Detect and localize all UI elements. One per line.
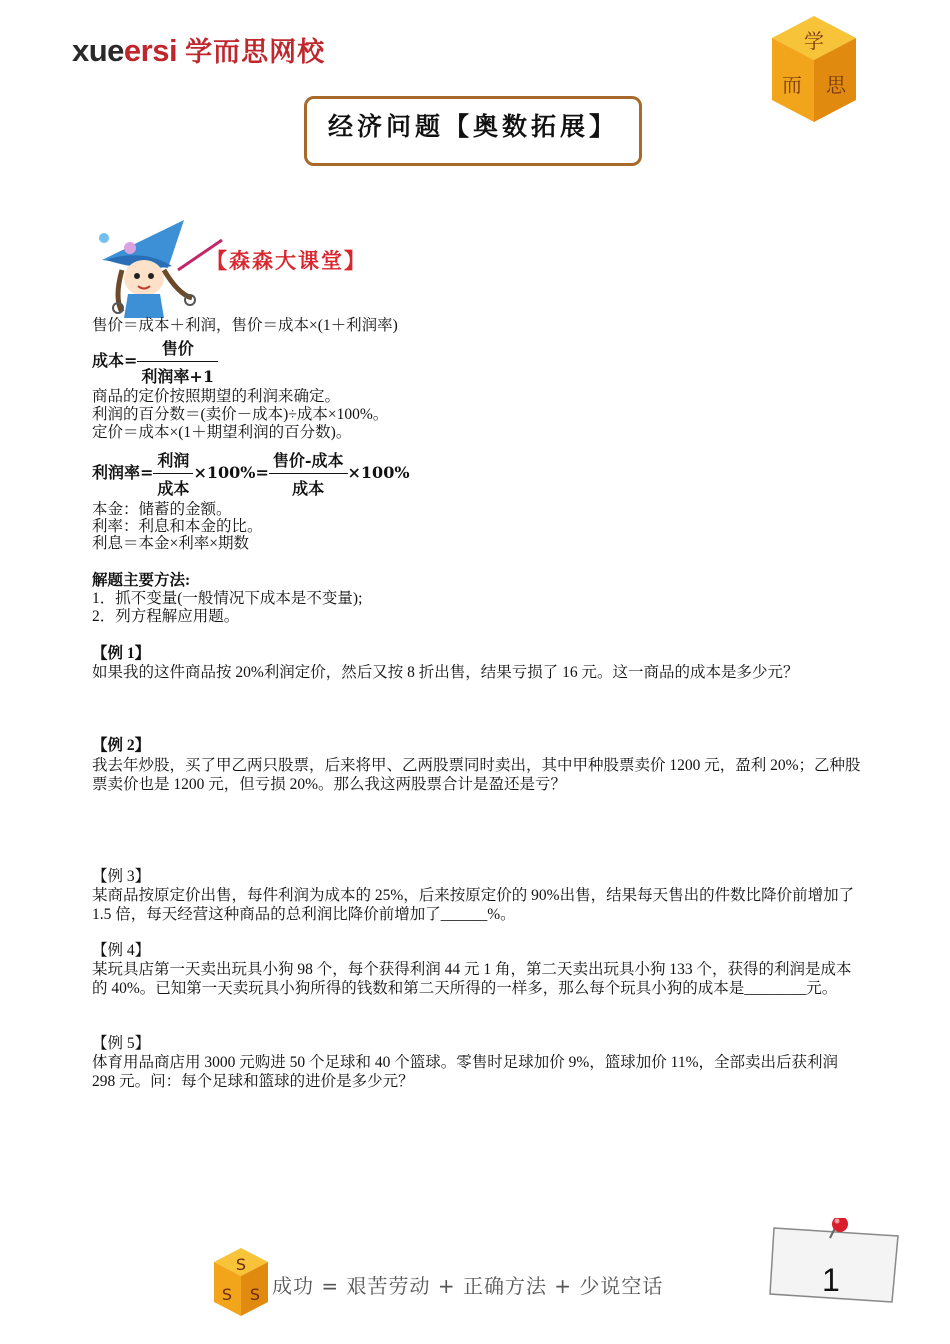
page-number: 1: [822, 1262, 840, 1298]
example-3-label: 【例 3】: [92, 868, 151, 885]
methods-heading: 解题主要方法:: [92, 572, 191, 589]
cube-char-left: 而: [782, 73, 802, 97]
footer-cube-letter-left: S: [221, 1285, 233, 1304]
footer-cube-letter-right: S: [249, 1285, 261, 1304]
brand-latin-b: ersi: [123, 33, 178, 68]
rate-numerator-1: 利润: [153, 448, 193, 474]
profit-rate-formula: [92, 448, 410, 499]
formula-line-3: 利润的百分数＝(卖价－成本)÷成本×100%。: [92, 406, 389, 423]
footer-slogan: 成功 = 艰苦劳动 + 正确方法 + 少说空话: [272, 1274, 664, 1298]
cost-label: 成本=: [92, 351, 138, 370]
example-3-text: 某商品按原定价出售，每件利润为成本的 25%，后来按原定价的 90%出售，结果每天售出的件数比降价前增加了 1.5 倍，每天经营这种商品的总利润比降价前增加了______%。: [92, 887, 855, 923]
formula-line-6: 利率：利息和本金的比。: [92, 518, 263, 535]
brand-chinese: 学而思网校: [185, 37, 326, 67]
rate-denominator-2: 成本: [292, 479, 325, 498]
cost-numerator: 售价: [137, 336, 218, 362]
formula-line-4: 定价＝成本×(1＋期望利润的百分数)。: [92, 424, 352, 441]
rate-label: 利润率=: [92, 463, 154, 482]
example-2-text: 我去年炒股，买了甲乙两只股票，后来将甲、乙两股票同时卖出，其中甲种股票卖价 1200 元，盈利 20%；乙种股票卖价也是 1200 元，但亏损 20%。那么我这两股票合计是盈还是亏？: [92, 757, 861, 793]
example-1-label: 【例 1】: [92, 645, 151, 662]
example-5-text: 体育用品商店用 3000 元购进 50 个足球和 40 个篮球。零售时足球加价 9%，篮球加价 11%，全部卖出后获利润 298 元。问：每个足球和篮球的进价是多少元？: [92, 1054, 839, 1090]
example-1-text: 如果我的这件商品按 20%利润定价，然后又按 8 折出售，结果亏损了 16 元。这一商品的成本是多少元？: [92, 664, 799, 681]
methods-item-1: 1．抓不变量(一般情况下成本是不变量);: [92, 590, 363, 607]
title-box: [304, 96, 642, 166]
cost-formula: [92, 336, 218, 387]
methods-item-2: 2．列方程解应用题。: [92, 608, 240, 625]
rate-denominator-1: 成本: [157, 479, 190, 498]
footer-cube-letter-top: S: [235, 1255, 247, 1274]
page-title: 经济问题【奥数拓展】: [327, 112, 618, 141]
brand-latin-a: xue: [72, 33, 124, 68]
example-4-text: 某玩具店第一天卖出玩具小狗 98 个，每个获得利润 44 元 1 角，第二天卖出玩具小狗 133 个，获得的利润是成本的 40%。已知第一天卖玩具小狗所得的钱数和第二天所得的一样多，那么每个玩具小狗的成本是________元。: [92, 961, 852, 997]
brand-logo: [72, 30, 325, 69]
formula-line-7: 利息＝本金×利率×期数: [92, 535, 249, 552]
cost-fraction: [137, 336, 218, 387]
rate-fraction-1: [153, 448, 193, 499]
rate-numerator-2: 售价-成本: [269, 448, 348, 474]
footer-cube-icon: [212, 1246, 270, 1318]
cost-denominator: 利润率+1: [141, 367, 214, 386]
formula-line-5: 本金：储蓄的金额。: [92, 501, 232, 518]
example-2-label: 【例 2】: [92, 737, 151, 754]
cube-logo-icon: [770, 14, 858, 126]
formula-line-price: 售价＝成本＋利润，售价＝成本×(1＋利润率): [92, 317, 398, 334]
cube-char-right: 思: [826, 73, 846, 97]
rate-end: ×100%: [347, 463, 410, 482]
rate-middle: ×100%=: [193, 463, 269, 482]
formula-line-2: 商品的定价按照期望的利润来确定。: [92, 388, 341, 405]
classroom-label: 【森森大课堂】: [206, 249, 367, 273]
example-5-label: 【例 5】: [92, 1035, 151, 1052]
example-4-label: 【例 4】: [92, 942, 151, 959]
cube-char-top: 学: [804, 29, 824, 53]
rate-fraction-2: [269, 448, 348, 499]
